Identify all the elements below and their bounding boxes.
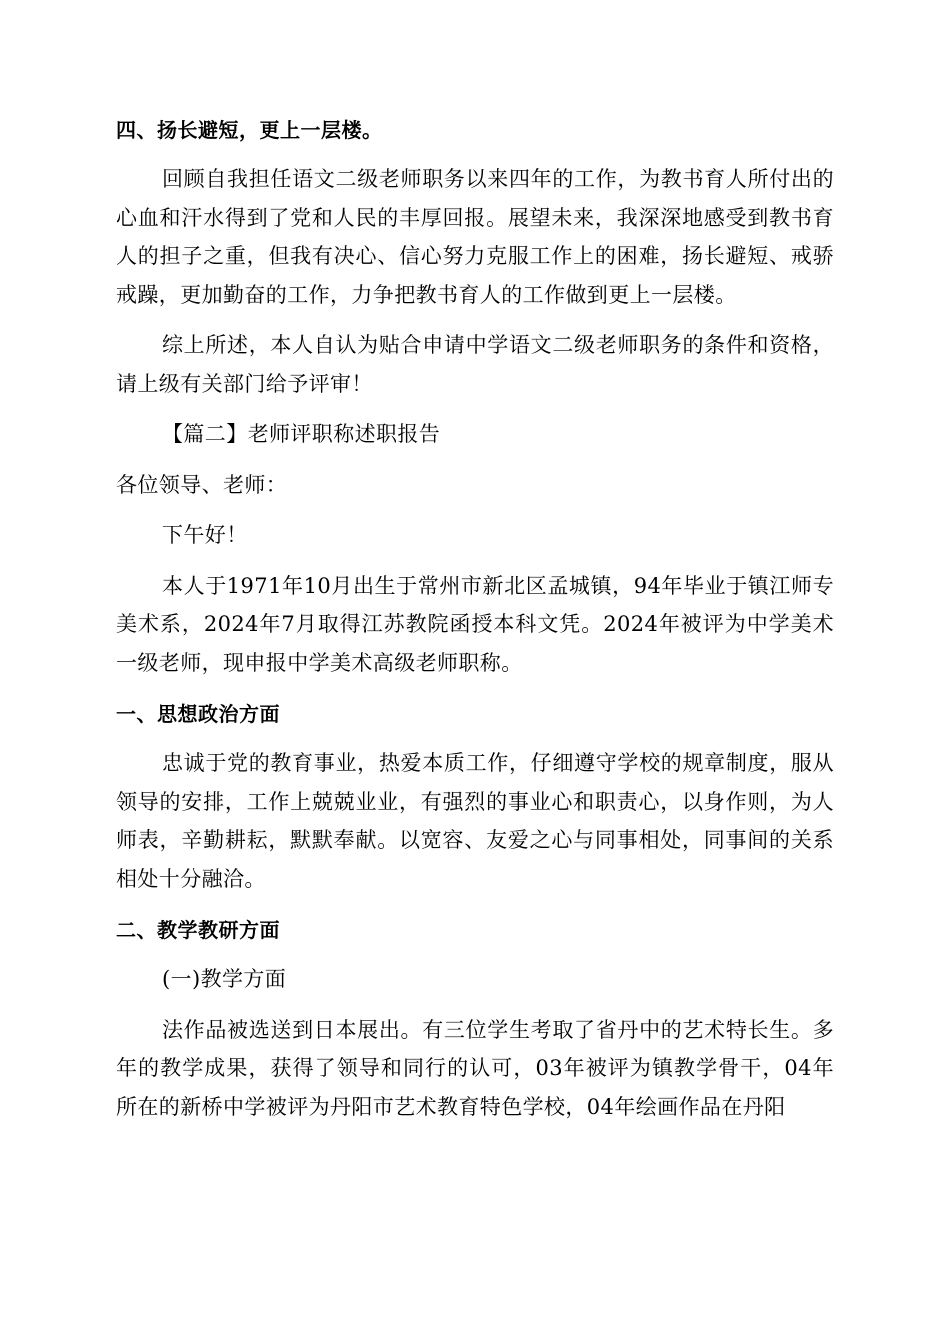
- spacer: [116, 732, 834, 744]
- spacer: [116, 999, 834, 1011]
- spacer: [116, 314, 834, 326]
- paragraph-political: 忠诚于党的教育事业，热爱本质工作，仔细遵守学校的规章制度，服从领导的安排，工作上兢兢业业，有强烈的事业心和职责心，以身作则，为人师表，辛勤耕耘，默默奉献。以宽容、友爱之心与同事相处，同事间的关系相处十分融洽。: [116, 751, 834, 891]
- paragraph-teaching: 法作品被选送到日本展出。有三位学生考取了省丹中的艺术特长生。多年的教学成果，获得了领导和同行的认可，03年被评为镇教学骨干，04年所在的新桥中学被评为丹阳市艺术教育特色学校，04年绘画作品在丹阳: [116, 1017, 834, 1119]
- spacer: [116, 403, 834, 415]
- spacer: [116, 948, 834, 960]
- salutation: 各位领导、老师：: [116, 472, 288, 497]
- paragraph-summary: 综上所述，本人自认为贴合申请中学语文二级老师职务的条件和资格，请上级有关部门给予评审！: [116, 333, 834, 396]
- spacer: [116, 898, 834, 912]
- spacer: [116, 504, 834, 516]
- paragraph-biography: 本人于1971年10月出生于常州市新北区孟城镇，94年毕业于镇江师专美术系，2024年7月取得江苏教院函授本科文凭。2024年被评为中学美术一级老师，现申报中学美术高级老师职称。: [116, 573, 834, 675]
- section-heading-1: 一、思想政治方面: [116, 702, 280, 726]
- greeting: 下午好！: [162, 523, 248, 547]
- part-two-title: 【篇二】老师评职称述职报告: [162, 422, 441, 446]
- spacer: [116, 148, 834, 160]
- section-heading-2: 二、教学教研方面: [116, 918, 280, 942]
- spacer: [116, 454, 834, 466]
- document-page: [116, 112, 834, 1126]
- spacer: [116, 682, 834, 696]
- subheading-teaching: (一)教学方面: [162, 967, 287, 991]
- paragraph-review: 回顾自我担任语文二级老师职务以来四年的工作，为教书育人所付出的心血和汗水得到了党和人民的丰厚回报。展望未来，我深深地感受到教书育人的担子之重，但我有决心、信心努力克服工作上的困难，扬长避短、戒骄戒躁，更加勤奋的工作，力争把教书育人的工作做到更上一层楼。: [116, 167, 834, 307]
- spacer: [116, 555, 834, 567]
- section-heading-4: 四、扬长避短，更上一层楼。: [116, 118, 383, 142]
